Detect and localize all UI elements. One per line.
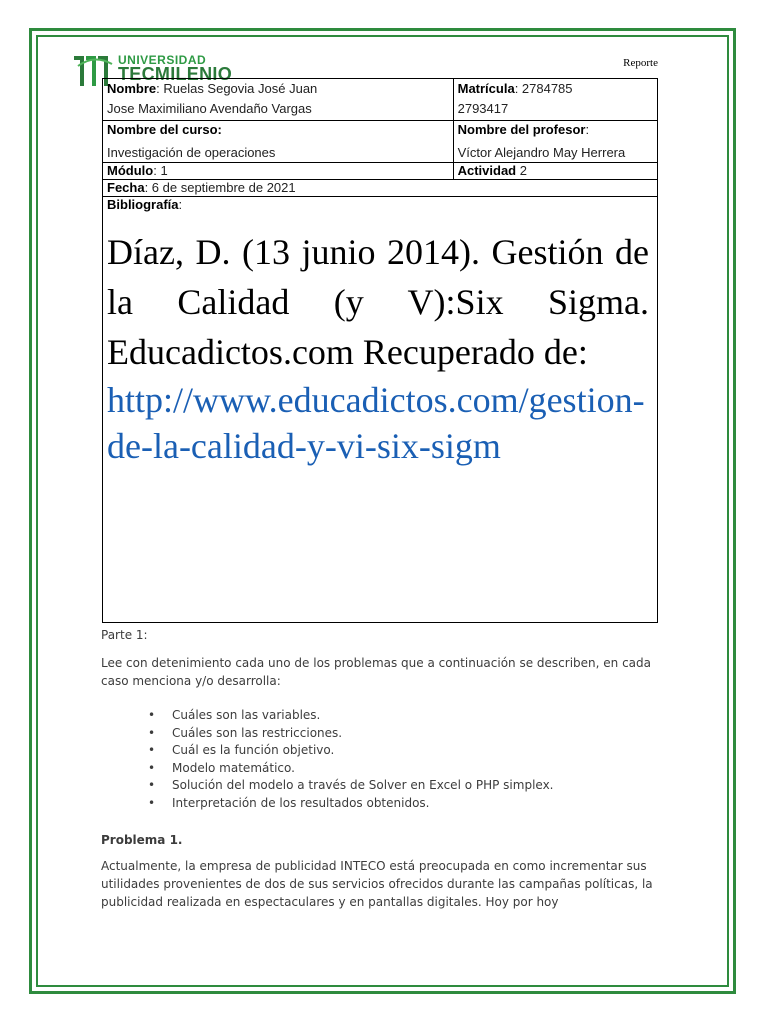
- list-item: • Cuáles son las restricciones.: [148, 725, 554, 743]
- date-cell: [103, 180, 658, 197]
- list-item: • Solución del modelo a través de Solver en Excel o PHP simplex.: [148, 777, 554, 795]
- part-title: Parte 1:: [101, 628, 148, 642]
- student-info-table: [102, 78, 658, 623]
- list-item: • Cuáles son las variables.: [148, 707, 554, 725]
- list-item: • Interpretación de los resultados obtenidos.: [148, 795, 554, 813]
- logo-line-1: UNIVERSIDAD: [118, 53, 207, 67]
- course-label: Nombre del curso:: [107, 122, 222, 137]
- bibliography-link[interactable]: http://www.educadictos.com/gestion-de-la-calidad-y-vi-six-sigm: [107, 380, 645, 466]
- teacher-value: Víctor Alejandro May Herrera: [457, 145, 626, 160]
- teacher-cell: [453, 121, 657, 163]
- logo-line-2: TECMILENIO: [118, 64, 232, 84]
- activity-cell: [453, 163, 657, 180]
- activity-value: 2: [516, 163, 527, 178]
- problem-paragraph: Actualmente, la empresa de publicidad INTECO está preocupada en como incrementar sus utilidades provenientes de dos de sus servicios ofrecidos durante las campañas políticas, la publicidad realizada en espectaculares y en pantallas digitales. Hoy por hoy: [101, 859, 653, 909]
- student-name-cell: [103, 79, 454, 121]
- id-value-2: 2793417: [457, 101, 509, 116]
- bibliography-cell: [103, 197, 658, 623]
- problem-title: Problema 1.: [101, 833, 183, 847]
- teacher-label: Nombre del profesor: [457, 122, 586, 137]
- requirements-list: [148, 707, 554, 812]
- course-cell: [103, 121, 454, 163]
- module-cell: [103, 163, 454, 180]
- list-item: • Modelo matemático.: [148, 760, 554, 778]
- report-label: Reporte: [623, 57, 658, 69]
- id-value: : 2784785: [514, 81, 573, 96]
- course-value: Investigación de operaciones: [107, 145, 276, 160]
- name-label: Nombre: [107, 81, 157, 96]
- bibliography-colon: :: [178, 197, 183, 212]
- module-value: : 1: [153, 163, 168, 178]
- date-value: : 6 de septiembre de 2021: [144, 180, 296, 195]
- bibliography-text: Díaz, D. (13 junio 2014). Gestión de la Calidad (y V):Six Sigma. Educadictos.com Recuperado de:: [107, 232, 649, 372]
- id-label: Matrícula: [457, 81, 515, 96]
- student-id-cell: [453, 79, 657, 121]
- module-label: Módulo: [107, 163, 154, 178]
- name-value-2: Jose Maximiliano Avendaño Vargas: [107, 101, 312, 116]
- activity-label: Actividad: [457, 163, 517, 178]
- list-item: • Cuál es la función objetivo.: [148, 742, 554, 760]
- name-value: : Ruelas Segovia José Juan: [156, 81, 318, 96]
- bibliography-label: Bibliografía: [107, 197, 179, 212]
- intro-paragraph: Lee con detenimiento cada uno de los problemas que a continuación se describen, en cada caso menciona y/o desarrolla:: [101, 656, 652, 688]
- teacher-colon: :: [585, 122, 590, 137]
- date-label: Fecha: [107, 180, 145, 195]
